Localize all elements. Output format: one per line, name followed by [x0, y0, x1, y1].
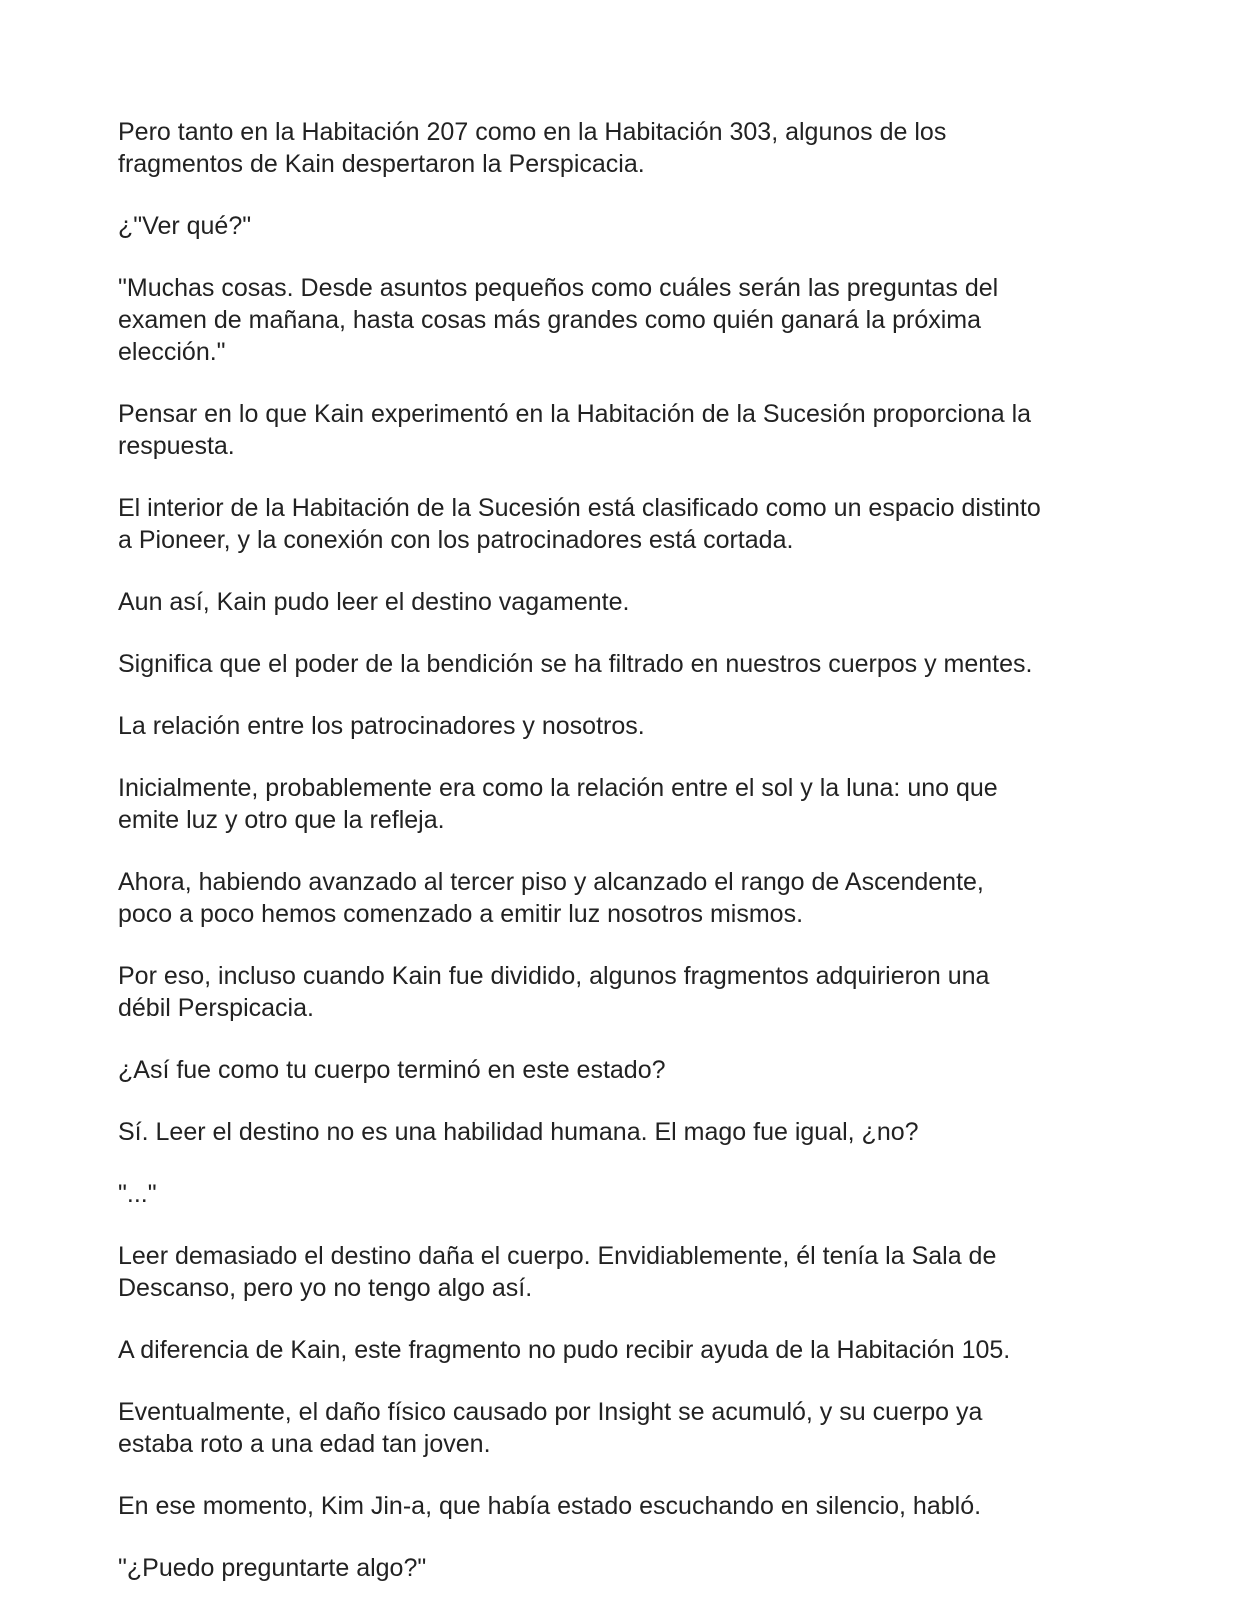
paragraph: "..." — [118, 1180, 157, 1208]
paragraph: Pero tanto en la Habitación 207 como en la Habitación 303, algunos de los fragmentos de Kain despertaron la Perspicacia. — [118, 118, 947, 178]
paragraph: Ahora, habiendo avanzado al tercer piso y alcanzado el rango de Ascendente, poco a poco hemos comenzado a emitir luz nosotros mismos. — [118, 868, 984, 928]
document-body — [118, 116, 1128, 1614]
paragraph: Leer demasiado el destino daña el cuerpo. Envidiablemente, él tenía la Sala de Descanso, pero yo no tengo algo así. — [118, 1242, 997, 1302]
paragraph: "¿Puedo preguntarte algo?" — [118, 1554, 427, 1582]
paragraph: Eventualmente, el daño físico causado por Insight se acumuló, y su cuerpo ya estaba roto a una edad tan joven. — [118, 1398, 983, 1458]
paragraph: En ese momento, Kim Jin-a, que había estado escuchando en silencio, habló. — [118, 1492, 982, 1520]
paragraph: Significa que el poder de la bendición se ha filtrado en nuestros cuerpos y mentes. — [118, 650, 1033, 678]
paragraph: Sí. Leer el destino no es una habilidad humana. El mago fue igual, ¿no? — [118, 1118, 919, 1146]
paragraph: A diferencia de Kain, este fragmento no pudo recibir ayuda de la Habitación 105. — [118, 1336, 1011, 1364]
paragraph: ¿Así fue como tu cuerpo terminó en este estado? — [118, 1056, 666, 1084]
paragraph: Pensar en lo que Kain experimentó en la Habitación de la Sucesión proporciona la respuesta. — [118, 400, 1032, 460]
paragraph: ¿"Ver qué?" — [118, 212, 252, 240]
paragraph: "Muchas cosas. Desde asuntos pequeños como cuáles serán las preguntas del examen de mañana, hasta cosas más grandes como quién ganará la próxima elección." — [118, 274, 999, 366]
paragraph: El interior de la Habitación de la Sucesión está clasificado como un espacio distinto a Pioneer, y la conexión con los patrocinadores está cortada. — [118, 494, 1041, 554]
paragraph: La relación entre los patrocinadores y nosotros. — [118, 712, 645, 740]
paragraph: Aun así, Kain pudo leer el destino vagamente. — [118, 588, 630, 616]
paragraph: Por eso, incluso cuando Kain fue dividido, algunos fragmentos adquirieron una débil Perspicacia. — [118, 962, 990, 1022]
paragraph: Inicialmente, probablemente era como la relación entre el sol y la luna: uno que emite luz y otro que la refleja. — [118, 774, 998, 834]
